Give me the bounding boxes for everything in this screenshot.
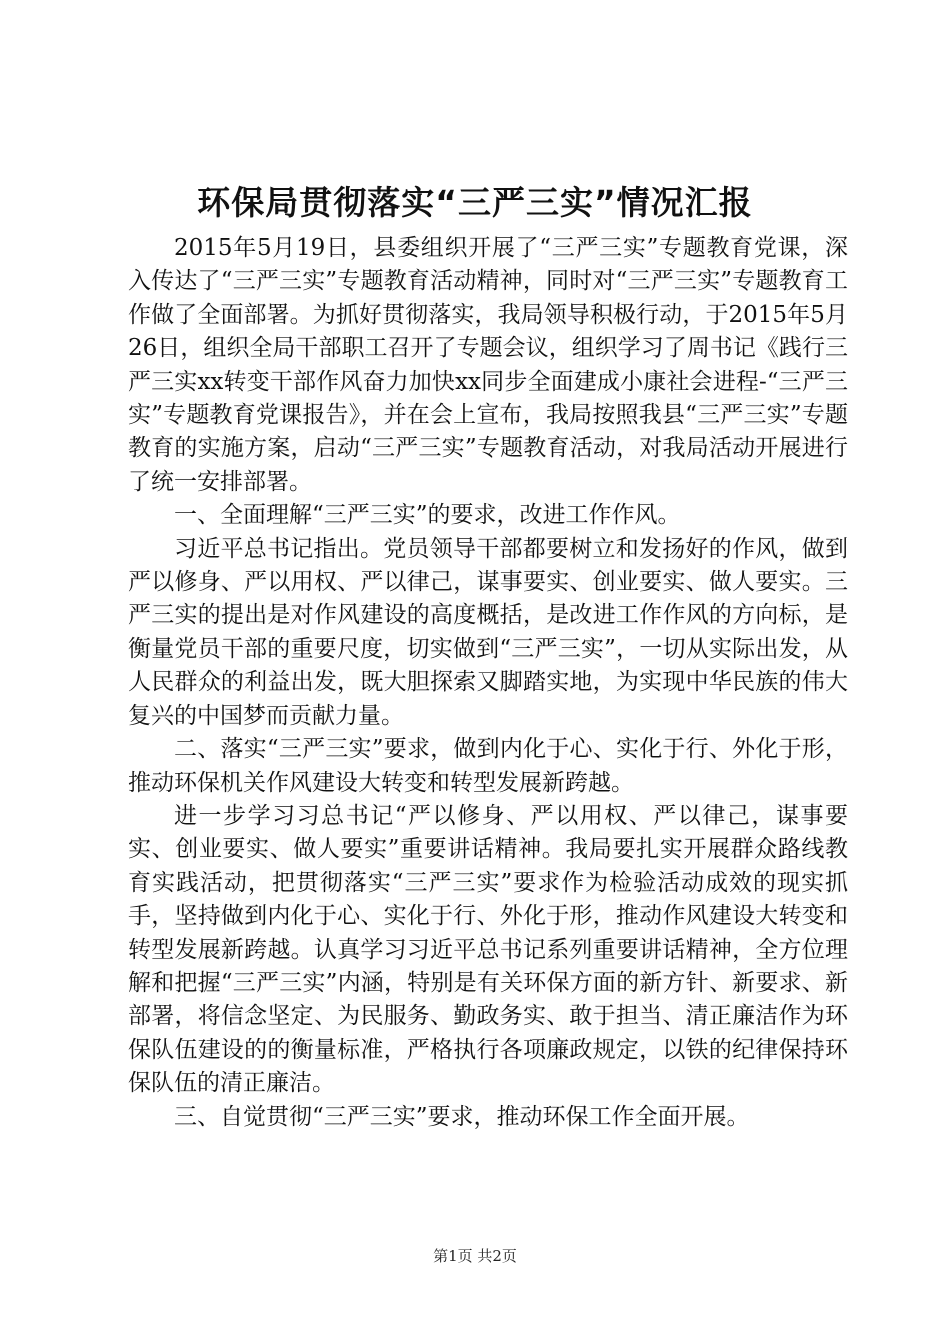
section-heading-1: 一、全面理解“三严三实”的要求，改进工作作风。 <box>174 502 681 529</box>
page-number-footer: 第1页 共2页 <box>433 1247 517 1265</box>
paragraph-section-1: 习近平总书记指出。党员领导干部都要树立和发扬好的作风，做到严以修身、严以用权、严以律己，谋事要实、创业要实、做人要实。三严三实的提出是对作风建设的高度概括，是改进工作作风的方向标，是衡量党员干部的重要尺度，切实做到“三严三实”，一切从实际出发，从人民群众的利益出发，既大胆探索又脚踏实地，为实现中华民族的伟大复兴的中国梦而贡献力量。 <box>128 535 848 729</box>
document-body <box>128 232 848 1134</box>
document-title: 环保局贯彻落实“三严三实”情况汇报 <box>197 183 753 222</box>
paragraph-intro: 2015年5月19日，县委组织开展了“三严三实”专题教育党课，深入传达了“三严三实”专题教育活动精神，同时对“三严三实”专题教育工作做了全面部署。为抓好贯彻落实，我局领导积极行动，于2015年5月26日，组织全局干部职工召开了专题会议，组织学习了周书记《践行三严三实xx转变干部作风奋力加快xx同步全面建成小康社会进程-“三严三实”专题教育党课报告》，并在会上宣布，我局按照我县“三严三实”专题教育的实施方案，启动“三严三实”专题教育活动，对我局活动开展进行了统一安排部署。 <box>128 235 848 495</box>
paragraph-section-2: 进一步学习习总书记“严以修身、严以用权、严以律己，谋事要实、创业要实、做人要实”重要讲话精神。我局要扎实开展群众路线教育实践活动，把贯彻落实“三严三实”要求作为检验活动成效的现实抓手，坚持做到内化于心、实化于行、外化于形，推动作风建设大转变和转型发展新跨越。认真学习习近平总书记系列重要讲话精神，全方位理解和把握“三严三实”内涵，特别是有关环保方面的新方针、新要求、新部署，将信念坚定、为民服务、勤政务实、敢于担当、清正廉洁作为环保队伍建设的的衡量标准，严格执行各项廉政规定，以铁的纪律保持环保队伍的清正廉洁。 <box>128 802 848 1097</box>
section-heading-2: 二、落实“三严三实”要求，做到内化于心、实化于行、外化于形，推动环保机关作风建设大转变和转型发展新跨越。 <box>128 736 848 796</box>
section-heading-3: 三、自觉贯彻“三严三实”要求，推动环保工作全面开展。 <box>174 1103 750 1130</box>
